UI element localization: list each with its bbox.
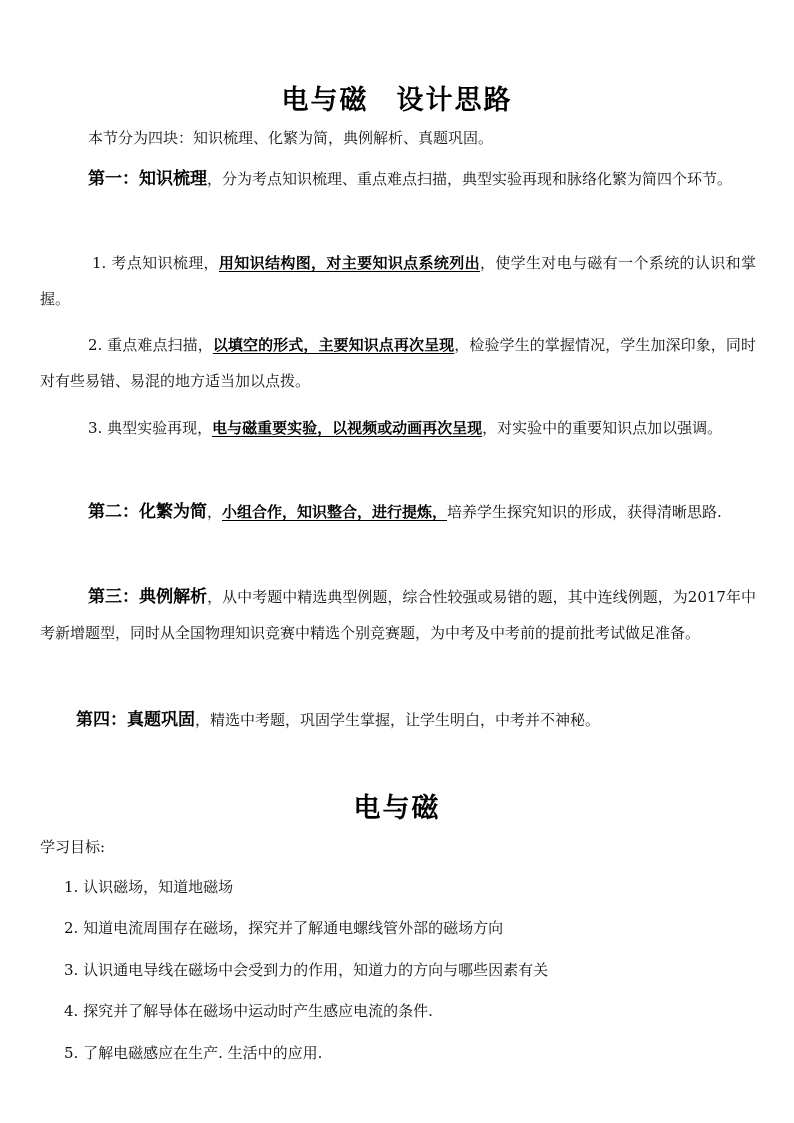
section-1-paragraph <box>40 161 756 197</box>
item-1-paragraph <box>40 245 756 317</box>
item-2-paragraph <box>40 327 756 399</box>
page-title <box>0 78 794 117</box>
section-2-emphasis: 小组合作，知识整合，进行提炼， <box>222 503 448 521</box>
item-2-suffix: ，检验学生的掌握情况，学生加深印象，同时对有些易错、易混的地方适当加以点拨。 <box>40 336 756 390</box>
section-2-paragraph <box>40 494 756 530</box>
item-1-suffix: ，使学生对电与磁有一个系统的认识和掌握。 <box>40 254 756 308</box>
goal-item-5: 5. 了解电磁感应在生产. 生活中的应用. <box>64 1044 323 1062</box>
goals-label: 学习目标: <box>40 838 106 856</box>
intro-paragraph: 本节分为四块：知识梳理、化繁为简，典例解析、真题巩固。 <box>88 129 494 147</box>
item-3-suffix: ，对实验中的重要知识点加以强调。 <box>482 419 723 437</box>
item-3-paragraph <box>40 410 756 446</box>
section-3-heading: 第三：典例解析 <box>88 587 208 607</box>
section-4-paragraph <box>40 702 756 738</box>
section-4-heading: 第四：真题巩固 <box>76 710 195 730</box>
goal-item-2: 2. 知道电流周围存在磁场，探究并了解通电螺线管外部的磁场方向 <box>64 919 504 937</box>
section-4-text: ，精选中考题，巩固学生掌握，让学生明白，中考并不神秘。 <box>195 711 601 729</box>
goal-item-3: 3. 认识通电导线在磁场中会受到力的作用，知道力的方向与哪些因素有关 <box>64 961 549 979</box>
section-2-separator: ， <box>207 503 223 521</box>
page-title-part1: 电与磁 <box>281 85 369 116</box>
item-3-emphasis: 电与磁重要实验，以视频或动画再次呈现 <box>212 419 483 437</box>
goal-item-4: 4. 探究并了解导体在磁场中运动时产生感应电流的条件. <box>64 1002 433 1020</box>
goal-item-1: 1. 认识磁场，知道地磁场 <box>64 878 234 896</box>
item-1-prefix: 1. 考点知识梳理， <box>92 254 219 272</box>
item-3-prefix: 3. 典型实验再现， <box>88 419 213 437</box>
item-1-emphasis: 用知识结构图，对主要知识点系统列出 <box>218 254 480 272</box>
section-2-heading: 第二：化繁为简 <box>88 502 207 522</box>
section-2-text: 培养学生探究知识的形成，获得清晰思路. <box>447 503 722 521</box>
page-title-part2: 设计思路 <box>396 85 513 116</box>
item-2-emphasis: 以填空的形式，主要知识点再次呈现 <box>212 336 455 354</box>
section-1-text: ，分为考点知识梳理、重点难点扫描，典型实验再现和脉络化繁为简四个环节。 <box>207 170 733 188</box>
section-3-text: ，从中考题中精选典型例题，综合性较强或易错的题，其中连线例题，为2017年中考新增题型，同时从全国物理知识竞赛中精选个别竞赛题，为中考及中考前的提前批考试做足准备。 <box>40 588 756 642</box>
section-title: 电与磁 <box>353 793 441 824</box>
section-3-paragraph <box>40 579 756 651</box>
section-1-heading: 第一：知识梳理 <box>88 169 207 189</box>
item-2-prefix: 2. 重点难点扫描， <box>88 336 213 354</box>
